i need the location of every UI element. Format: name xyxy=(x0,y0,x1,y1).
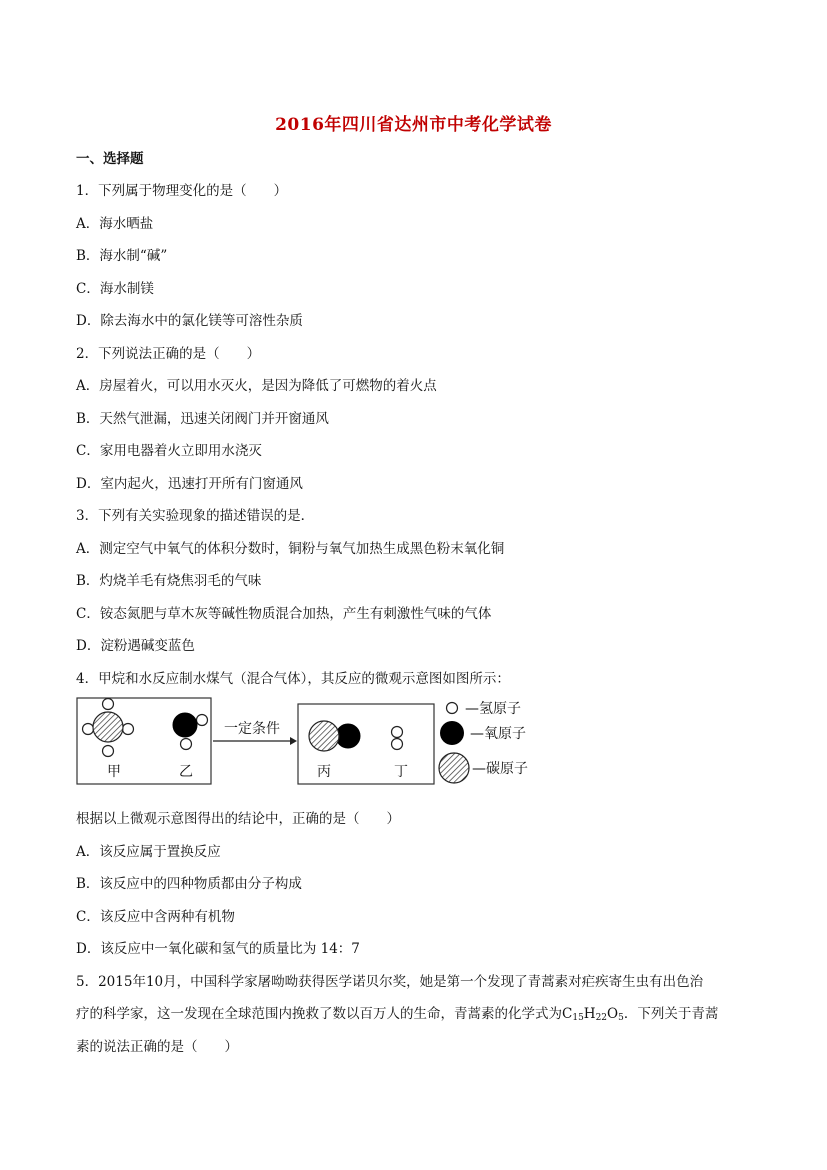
label-ding: 丁 xyxy=(394,764,408,780)
q1-option-c: C．海水制镁 xyxy=(76,281,154,297)
question-2-stem: 2．下列说法正确的是（ ） xyxy=(76,346,261,362)
legend-oxygen-icon xyxy=(440,721,464,745)
q3-option-d: D．淀粉遇碱变蓝色 xyxy=(76,638,195,654)
q1-option-b: B．海水制“碱” xyxy=(76,248,168,264)
reaction-condition: 一定条件 xyxy=(224,721,280,737)
question-3-stem: 3．下列有关实验现象的描述错误的是． xyxy=(76,508,315,524)
legend-oxygen: —氧原子 xyxy=(470,726,526,742)
legend-hydrogen-icon xyxy=(447,703,458,714)
q2-option-d: D．室内起火，迅速打开所有门窗通风 xyxy=(76,476,303,492)
legend-carbon: —碳原子 xyxy=(472,761,528,777)
artemisinin-formula: $C_{15}H_{22}O_5$ xyxy=(562,1006,624,1023)
q4-option-b: B．该反应中的四种物质都由分子构成 xyxy=(76,876,302,892)
q1-option-d: D．除去海水中的氯化镁等可溶性杂质 xyxy=(76,313,303,329)
carbon-monoxide-molecule xyxy=(309,721,360,751)
question-4-follow: 根据以上微观示意图得出的结论中，正确的是（ ） xyxy=(76,811,400,827)
question-5-line-1: 5．2015年10月，中国科学家屠呦呦获得医学诺贝尔奖，她是第一个发现了青蒿素对疟疾寄生虫有出色治 xyxy=(76,974,704,990)
question-5-line-3: 素的说法正确的是（ ） xyxy=(76,1039,238,1055)
legend-carbon-icon xyxy=(439,753,469,783)
q4-option-c: C．该反应中含两种有机物 xyxy=(76,909,235,925)
label-jia: 甲 xyxy=(107,764,121,780)
label-bing: 丙 xyxy=(317,764,331,780)
q3-option-a: A．测定空气中氧气的体积分数时，铜粉与氧气加热生成黑色粉末氧化铜 xyxy=(76,541,505,557)
section-heading: 一、选择题 xyxy=(76,151,144,167)
q4-option-d: D．该反应中一氧化碳和氢气的质量比为 14：7 xyxy=(76,941,360,957)
legend-hydrogen: —氢原子 xyxy=(465,701,521,717)
q3-option-b: B．灼烧羊毛有烧焦羽毛的气味 xyxy=(76,573,262,589)
page-title: 2016年四川省达州市中考化学试卷 xyxy=(275,115,552,135)
q2-option-a: A．房屋着火，可以用水灭火，是因为降低了可燃物的着火点 xyxy=(76,378,437,394)
question-1-stem: 1．下列属于物理变化的是（ ） xyxy=(76,183,288,199)
question-5-line-2: 疗的科学家，这一发现在全球范围内挽救了数以百万人的生命，青蒿素的化学式为$C_{15}H_{22}O_5$．下列关于青蒿 xyxy=(76,1006,719,1023)
reaction-diagram xyxy=(76,696,546,788)
q4-option-a: A．该反应属于置换反应 xyxy=(76,844,221,860)
legend xyxy=(439,701,528,783)
q2-option-b: B．天然气泄漏，迅速关闭阀门并开窗通风 xyxy=(76,411,329,427)
label-yi: 乙 xyxy=(179,764,193,780)
q3-option-c: C．铵态氮肥与草木灰等碱性物质混合加热，产生有刺激性气味的气体 xyxy=(76,606,492,622)
q2-option-c: C．家用电器着火立即用水浇灭 xyxy=(76,443,262,459)
question-4-stem: 4．甲烷和水反应制水煤气（混合气体），其反应的微观示意图如图所示： xyxy=(76,671,510,687)
q1-option-a: A．海水晒盐 xyxy=(76,216,154,232)
